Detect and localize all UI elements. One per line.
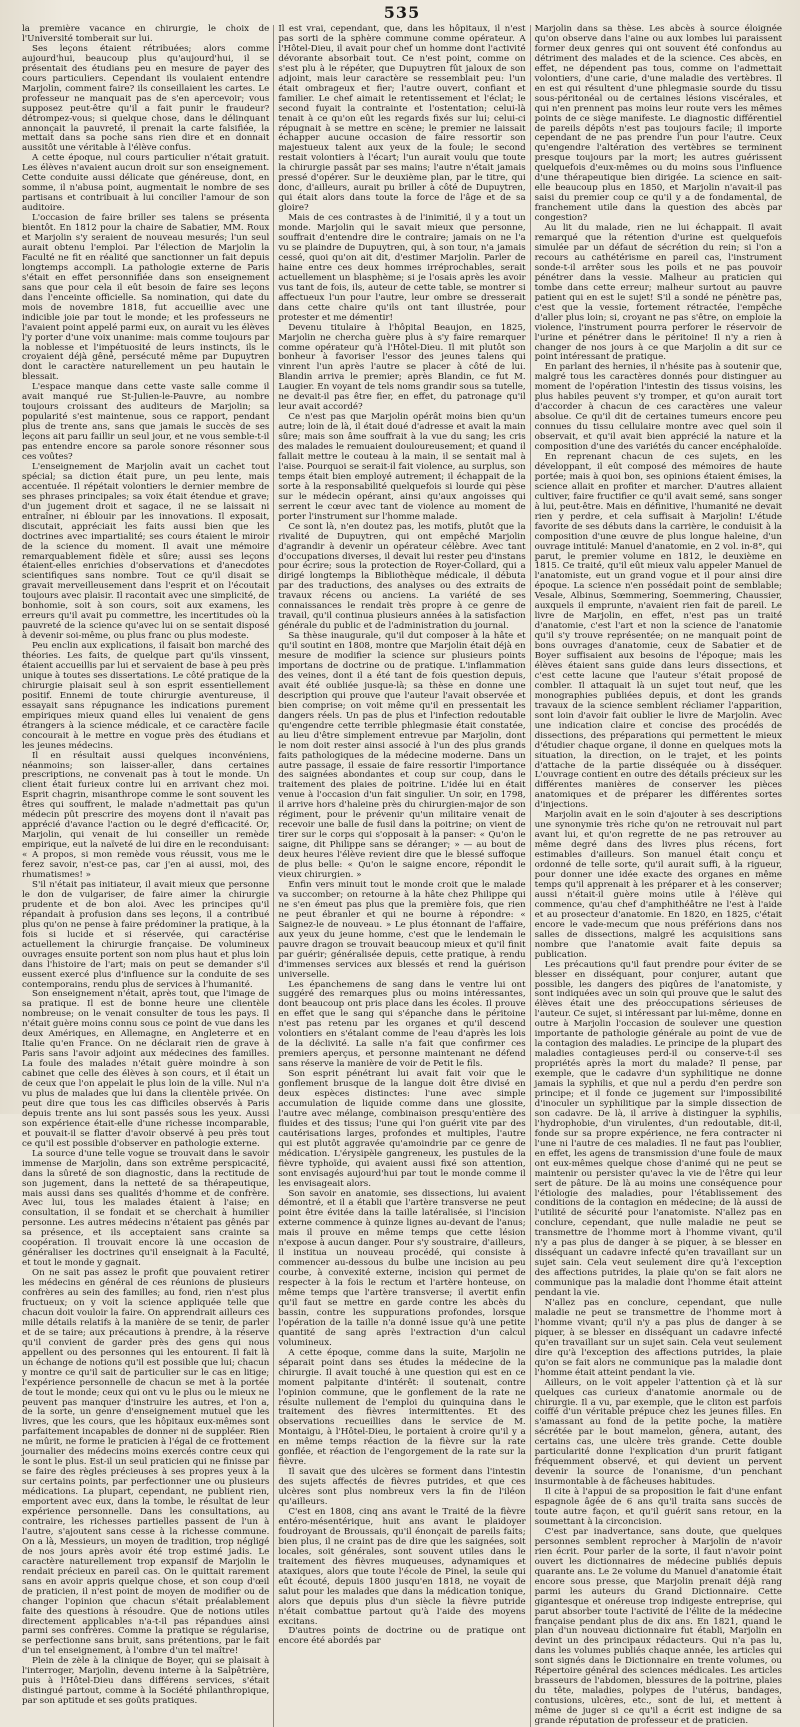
paragraph: Au lit du malade, rien ne lui échappait. Il avait remarqué que la rétention d'urine est quelquefois simulée par un défaut de sécrétion du rein; si l'on a recours au cathétérisme en pareil cas, l'instrument sonde-t-il arrêter sous les poils et ne pas pouvoir pénétrer dans la vessie. Malheur au praticien qui tombe dans cette erreur; malheur surtout au pauvre patient qui en est le sujet! S'il a sondé ne pénètre pas, c'est que la vessie, fortement rétractée, l'empêche d'aller plus loin; si, croyant ne pas s'être, on emploie la violence, l'instrument pourra perforer le réservoir de l'urine et pénétrer dans le péritoine! Il n'y a rien à changer de nos jours à ce que Marjolin a dit sur ce point intéressant de pratique.	[534, 223, 782, 363]
paragraph: Plein de zèle à la clinique de Boyer, qui se plaisait à l'interroger, Marjolin, devenu interne à la Salpêtrière, puis à l'Hôtel-Dieu dans différens services, s'était distingué partout, comme à la Société philanthropique, par son aptitude et ses goûts pratiques.	[22, 1656, 270, 1707]
paragraph: Mais de ces contrastes à de l'inimitié, il y a tout un monde. Marjolin qui le savait mieux que personne, souffrait d'entendre dire le contraire; jamais on ne l'a vu se plaindre de Dupuytren, qui, à son tour, n'a jamais cessé, quoi qu'on ait dit, d'estimer Marjolin. Parler de haine entre ces deux hommes irréprochables, serait actuellement un blasphème; si je l'osais après les avoir vus tant de fois, ils, auteur de cette table, se montrer si affectueux l'un pour l'autre, leur ombre se dresserait dans cette chaire qu'ils ont tant illustrée, pour protester et me démentir!	[278, 213, 526, 323]
paragraph: L'espace manque dans cette vaste salle comme il avait manqué rue St-Julien-le-Pauvre, au nombre toujours croissant des auditeurs de Marjolin; sa popularité s'est maintenue, sous ce rapport, pendant plus de trente ans, sans que jamais le succès de ses leçons ait paru faillir un seul jour, et ne vous semble-t-il pas entendre encore sa parole sonore résonner sous ces voûtes?	[22, 382, 270, 462]
paragraph: La source d'une telle vogue se trouvait dans le savoir immense de Marjolin, dans son extrême perspicacité, dans la sûreté de son diagnostic, dans la rectitude de son jugement, dans la netteté de sa thérapeutique, mais aussi dans ses qualités d'homme et de confrère. Avec lui, tous les malades étaient à l'aise; en consultation, il se fondait et se cherchait à humilier personne. Les autres médecins n'étaient pas gênés par sa présence, et ils acceptaient sans crainte sa coopération. Il trouvait encore là une occasion de généraliser les doctrines qu'il enseignait à la Faculté, et tout le monde y gagnait.	[22, 1148, 270, 1269]
paragraph: Marjolin dans sa thèse. Les abcès à source éloignée qu'on observe dans l'aine ou aux lombes lui paraissent former deux genres qui ont souvent été confondus au détriment des malades et de la science. Ces abcès, en effet, ne dépendent pas tous, comme on l'admettait volontiers, d'une carie, d'une maladie des vertèbres. Il en est qui résultent d'une phlegmasie sourde du tissu sous-péritonéal ou de certaines lésions viscérales, et qui n'en prennent pas moins leur route vers les mêmes points de ce siège manifeste. Le diagnostic différentiel de pareils dépôts n'est pas toujours facile; il importe cependant de ne pas prendre l'un pour l'autre. Ceux qu'engendre l'altération des vertèbres se terminent presque toujours par la mort; les autres guérissent quelquefois d'eux-mêmes ou du moins sous l'influence d'une thérapeutique bien dirigée. La science en sait-elle beaucoup plus en 1850, et Marjolin n'avait-il pas saisi du premier coup ce qu'il y a de fondamental, de franchement utile dans la question des abcès par congestion?	[534, 24, 782, 224]
paragraph: Il est vrai, cependant, que, dans les hôpitaux, il n'est pas sorti de la sphère commune comme opérateur. A l'Hôtel-Dieu, il avait pour chef un homme dont l'activité dévorante absorbait tout. Ce n'est point, comme on s'est plu à le répéter, que Dupuytren fût jaloux de son adjoint, mais leur caractère se ressemblait peu: l'un était ombrageux et fier; l'autre ouvert, confiant et familier. Le chef aimait le retentissement et l'éclat; le second fuyait la contrainte et l'ostentation; celui-là tenait à ce qu'on eût les regards fixés sur lui; celui-ci répugnait à se mettre en scène; le premier ne laissait échapper aucune occasion de faire ressortir son majestueux talent aux yeux de la foule; le second restait volontiers à l'écart; l'un aurait voulu que toute la chirurgie passât par ses mains; l'autre n'était jamais pressé d'opérer. Sur le deuxième plan, par le titre, qui donc, d'ailleurs, aurait pu briller à côté de Dupuytren, qui était alors dans toute la force de l'âge et de sa gloire?	[278, 24, 526, 214]
paragraph: Son savoir en anatomie, ses dissections, lui avaient démontré, et il a établi que l'artère transverse ne peut point être évitée dans la taille latéralisée, si l'incision externe commence à quinze lignes au-devant de l'anus; mais il prouve en même temps que cette lésion n'expose à aucun danger. Pour s'y soustraire, d'ailleurs, il institua un nouveau procédé, qui consiste à commencer au-dessous du bulbe une incision au peu courbe, à convexité externe, incision qui permet de respecter à la fois le rectum et l'artère honteuse, on même temps que l'artère transverse; il avertit enfin qu'il faut se mettre en garde contre les abcès du bassin, contre les suppurations profondes, lorsque l'opération de la taille n'a donné issue qu'à une petite quantité de sang après l'extraction d'un calcul volumineux.	[278, 1188, 526, 1348]
paragraph: A cette époque, nul cours particulier n'était gratuit. Les élèves n'avaient aucun droit sur son enseignement. Cette conduite aussi délicate que généreuse, dont, en somme, il n'abusa point, augmentait le nombre de ses partisans et contribuait à lui concilier l'amour de son auditoire.	[22, 153, 270, 214]
paragraph: N'allez pas en conclure, cependant, que nulle maladie ne peut se transmettre de l'homme mort à l'homme vivant; qu'il n'y a pas plus de danger à se piquer, à se blesser en disséquant un cadavre infecté qu'en travaillant sur un sujet sain. Cela veut seulement dire qu'à l'exception des affections putrides, la plaie qu'on se fait alors ne communique pas la maladie dont l'homme était atteint pendant la vie.	[534, 1298, 782, 1378]
paragraph: Il savait que des ulcères se forment dans l'intestin des sujets affectés de fièvres putrides, et que ces ulcères sont plus nombreux vers la fin de l'iléon qu'ailleurs.	[278, 1467, 526, 1508]
paragraph: Peu enclin aux explications, il faisait bon marché des théories. Les faits, de quelque part qu'ils vinssent, étaient accueillis par lui et servaient de base à peu près unique à toutes ses dissertations. Le côté pratique de la chirurgie plaisait seul à son esprit essentiellement positif. Ennemi de toute chirurgie aventureuse, il essayait sans répugnance les indications purement empiriques mieux quand elles lui venaient de gens étrangers à la science médicale, et ce caractère facile concourait à le mettre en vogue près des étudians et les jeunes médecins.	[22, 641, 270, 751]
column-middle	[278, 25, 525, 1727]
paragraph: L'enseignement de Marjolin avait un cachet tout spécial; sa diction était pure, un peu lente, mais accentuée. Il répétait volontiers le dernier membre de ses phrases principales; sa voix était étendue et grave; d'un jugement droit et sagace, il ne se laissait ni entraîner, ni éblouir par les innovations. Il exposait, discutait, appréciait les faits aussi bien que les doctrines avec impartialité; ses cours étaient le miroir de la science du moment. Il avait une mémoire remarquablement fidèle et sûre; aussi ses leçons étaient-elles enrichies d'observations et d'anecdotes scientifiques sans nombre. Tout ce qu'il disait se gravait merveilleusement dans l'esprit et on l'écoutait toujours avec plaisir. Il racontait avec une simplicité, de bonhomie, soit à son cours, soit aux examens, les erreurs qu'il avait pu commettre, les incertitudes où la pauvreté de la science qu'avec lui on se sentait disposé à devenir soi-même, ou plus franc ou plus modeste.	[22, 461, 270, 642]
paragraph: Enfin vers minuit tout le monde croit que le malade va succomber; on retourne à la hâte chez Philippe qui ne s'en émeut pas plus que la première fois, que rien ne peut ébranler et qui ne bourne à répondre: « Saignez-le de nouveau. » Le plus étonnant de l'affaire, aux yeux du jeune homme, c'est que le lendemain le pauvre dragon se trouvait beaucoup mieux et qu'il finit par guérir; généralisée depuis, cette pratique, à rendu d'immenses services aux blessés et rend la guérison universelle.	[278, 879, 526, 980]
paragraph: Ce sont là, n'en doutez pas, les motifs, plutôt que la rivalité de Dupuytren, qui ont empêché Marjolin d'agrandir à devenir un opérateur célèbre. Avec tant d'occupations diverses, il devait lui rester peu d'instans pour écrire; sous la protection de Royer-Collard, qui a dirigé longtemps la Bibliothèque médicale, il débuta par des traductions, des analyses ou des extraits de travaux récens ou anciens. La variété de ses connaissances le rendait très propre à ce genre de travail, qu'il continua plusieurs années à la satisfaction générale du public et de l'administration du journal.	[278, 521, 526, 632]
paragraph: C'est par inadvertance, sans doute, que quelques personnes semblent reprocher à Marjolin de n'avoir rien écrit. Pour parler de la sorte, il faut n'avoir point ouvert les dictionnaires de médecine publiés depuis quarante ans. Le 2e volume du Manuel d'anatomie était encore sous presse, que Marjolin prenait déjà rang parmi les auteurs du Grand Dictionnaire. Cette gigantesque et onéreuse trop indigeste entreprise, qui parut absorber toute l'activité de l'élite de la médecine française pendant plus de dix ans. En 1821, quand le plan d'un nouveau dictionnaire fut établi, Marjolin en devint un des principaux rédacteurs. Qui n'a pas lu, dans les volumes publiés chaque année, les articles qui sont signés dans le Dictionnaire en trente volumes, ou Répertoire général des sciences médicales. Les articles brasseurs de l'abdomen, blessures de la poitrine, plaies du tête, maladies, polypes de l'utérus, bandages, contusions, ulcères, etc., sont de lui, et mettent à même de juger si ce qu'il a écrit est indigne de sa grande réputation de professeur et de praticien.	[534, 1526, 782, 1727]
paragraph: Ailleurs, on le voit appeler l'attention çà et là sur quelques cas curieux d'anatomie anormale ou de chirurgie. Il a vu, par exemple, que le cliton est parfois coiffé d'un véritable prépuce chez les jeunes filles. En s'amassant au fond de la petite poche, la matière sécrétée par le bout mamelon, gênera, autant, des certains cas, une ulcère très grande. Cette double particularité donne l'explication d'un prurit fatigant fréquemment observé, et qui devient un pervent devenir la source de l'onanisme, d'un penchant insurmontable à de fâcheuses habitudes.	[534, 1377, 782, 1488]
paragraph: En parlant des hernies, il n'hésite pas à soutenir que, malgré tous les caractères donnés pour distinguer au moment de l'opération l'intestin des tissus voisins, les plus habiles peuvent s'y tromper, et qu'on aurait tort d'accorder à chacun de ces caractères une valeur absolue. Ce qu'il dit de certaines tumeurs encore peu connues du tissu cellulaire montre avec quel soin il observait, et qu'il avait bien apprécié la nature et la composition d'une des variétés du cancer encéphaloïde.	[534, 362, 782, 453]
paragraph: Son esprit pénétrant lui avait fait voir que le gonflement brusque de la langue doit être divisé en deux espèces distinctes: l'une avec simple accumulation de liquide comme dans une glossite, l'autre avec mélange, combinaison presqu'entière des fluides et des tissus; l'une qui l'on guérit vite par des cautérisations larges, profondes et multiples, l'autre qui est plutôt aggravée qu'amoindrie par ce genre de médication. L'érysipèle gangreneux, les pustules de la fièvre typhoïde, qui avaient aussi fixé son attention, sont envisagés aujourd'hui par tout le monde comme il les envisageait alors.	[278, 1069, 526, 1189]
paragraph: A cette époque, comme dans la suite, Marjolin ne séparait point dans ses études la médecine de la chirurgie. Il avait touché à une question qui est en ce moment palpitante d'intérêt: il soutenait, contre l'opinion commune, que le gonflement de la rate ne résulte nullement de l'emploi du quinquina dans le traitement des fièvres intermittentes. Et des observations recueillies dans le service de M. Montaigu, à l'Hôtel-Dieu, le portaient à croire qu'il y a en même temps réaction de la fièvre sur la rate gonflée, et réaction de l'engorgement de la rate sur la fièvre.	[278, 1347, 526, 1468]
paragraph: Sa thèse inaugurale, qu'il dut composer à la hâte et qu'il soutint en 1808, montre que Marjolin était déjà en mesure de modifier la science sur plusieurs points importans de doctrine ou de pratique. L'inflammation des veines, dont il a été tant de fois question depuis, avait été oubliée jusque-là; sa thèse en donne une description qui prouve que l'auteur l'avait observée et bien comprise; on voit même qu'il en pressentait les dangers réels. Un pas de plus et l'infection redoutable qu'engendre cette terrible phlegmasie était constatée, au lieu d'être simplement entrevue par Marjolin, dont le nom doit rester ainsi associé à l'un des plus grands faits pathologiques de la médecine moderne. Dans un autre passage, il essaie de faire ressortir l'importance des saignées abondantes et coup sur coup, dans le traitement des plaies de poitrine. L'idée lui en était venue à l'occasion d'un fait singulier. Un soir, en 1798, il arrive hors d'haleine près du chirurgien-major de son régiment, pour le prévenir qu'un militaire venait de recevoir une balle de fusil dans la poitrine; on vient de tirer sur le corps qui s'opposait à la panser: « Qu'on le saigne, dit Philippe sans se déranger; » — au bout de deux heures l'élève revient dire que le blessé suffoque de plus belle: « Qu'on le saigne encore, répondit le vieux chirurgien. »	[278, 631, 526, 881]
column-left	[22, 25, 269, 1727]
paragraph: Son enseignement n'était, après tout, que l'image de sa pratique. Il est de bonne heure une clientèle nombreuse; on le venait consulter de tous les pays. Il n'était guère moins connu sous ce point de vue dans les deux Amériques, en Allemagne, en Angleterre et en Italie qu'en France. On ne déclarait rien de grave à Paris sans l'avoir adjoint aux médecines des familles. La foule des malades n'était guère moindre à son cabinet que celle des élèves à son cours, et il était un de ceux que l'on appelait le plus loin de la ville. Nul n'a vu plus de malades que lui dans la clientèle privée. On peut dire que tous les cas difficiles observés à Paris depuis trente ans lui sont passés sous les yeux. Aussi son expérience était-elle d'une richesse incomparable, et pouvait-il se flatter d'avoir observé à peu près tout ce qu'il est possible d'observer en pathologie externe.	[22, 989, 270, 1149]
paragraph: Il cite à l'appui de sa proposition le fait d'une enfant espagnole âgée de 6 ans qu'il traita sans succès de toute autre façon, et qu'il guérit sans retour, en la soumettant à la circoncision.	[534, 1487, 782, 1527]
paragraph: En reprenant chacun de ces sujets, en les développant, il eût composé des mémoires de haute portée; mais à quoi bon, ses opinions étaient émises, la science allait en profiter et marcher. D'autres allaient cultiver, faire fructifier ce qu'il avait semé, sans songer à lui, peut-être. Mais en définitive, l'humanité ne devait rien y perdre, et cela suffisait à Marjolin! L'étude favorite de ses débuts dans la carrière, le conduisit à la composition d'une œuvre de plus longue haleine, d'un ouvrage intitulé: Manuel d'anatomie, en 2 vol. in-8°, qui parut, le premier volume en 1812, le deuxième en 1815. Ce traité, qu'il eût mieux valu appeler Manuel de l'anatomiste, eut un grand vogue et il pour ainsi dire époque. La science n'en possédait point de semblable; Vesale, Albinus, Sœmmering, Soemmering, Chaussier, auxquels il emprunte, n'avaient rien fait de pareil. Le livre de Marjolin, en effet, n'est pas un traité d'anatomie, c'est l'art et non la science de l'anatomie qu'il s'y trouve représentée; on ne manquait point de bons ouvrages d'anatomie, ceux de Sabatier et de Boyer suffisaient aux besoins de l'époque; mais les élèves étaient sans guide dans leurs dissections, et c'est cette lacune que l'auteur s'était proposé de combler. Il attaquait là un sujet tout neuf, que les monographies publiées depuis, et dont les grands travaux de la science semblent récliamer l'apparition, sont loin d'avoir fait oublier le livre de Marjolin. Avec une indication claire et concise des procédés de dissections, des préparations qui permettent le mieux d'étudier chaque organe, il donne en quelques mots la situation, la direction, on le trajet, et les points d'attache de la partie disséquée ou à disséquer. L'ouvrage contient en outre des détails précieux sur les différentes manières de conserver les pièces anatomiques et de préparer les différentes sortes d'injections.	[534, 451, 782, 811]
paragraph: Devenu titulaire à l'hôpital Beaujon, en 1825, Marjolin ne chercha guère plus à s'y faire remarquer comme opérateur qu'à l'Hôtel-Dieu. Il mit plutôt son bonheur à favoriser l'essor des jeunes talens qui vinrent l'un après l'autre se placer à côté de lui. Blandin arriva le premier; après Blandin, ce fut M. Laugier. En voyant de tels noms grandir sous sa tutelle, ne devait-il pas être fier, en effet, du patronage qu'il leur avait accordé?	[278, 322, 526, 413]
paragraph: Ses leçons étaient rétribuées; alors comme aujourd'hui, beaucoup plus qu'aujourd'hui, il se présentait des étudians peu en mesure de payer des cours particuliers. Cependant ils voulaient entendre Marjolin, comment faire? ils conseillaient les cartes. Le professeur ne manquait pas de s'en apercevoir; vous supposez peut-être qu'il a fait punir le fraudeur? détrompez-vous; si quelque chose, dans le délinquant annonçait la pauvreté, il prenait la carte falsifiée, la mettait dans sa poche sans rien dire et en donnait aussitôt une véritable à l'élève confus.	[22, 43, 270, 154]
paragraph: la première vacance en chirurgie, le choix de l'Université tomberait sur lui.	[22, 24, 270, 44]
paragraph: Il en résultait aussi quelques inconvéniens, néanmoins; son laisser-aller, dans certaines prescriptions, ne convenait pas à tout le monde. Un client était furieux contre lui en arrivant chez moi. Esprit chagrin, misanthrope comme le sont souvent les êtres qui souffrent, le malade n'admettait pas qu'un médecin pût prescrire des moyens dont il n'avait pas apprécié d'avance l'action ou le degré d'efficacité. Or, Marjolin, qui venait de lui conseiller un remède empirique, eut la naïveté de lui dire en le reconduisant: « A propos, si mon remède vous réussit, vous me le ferez savoir, n'est-ce pas, car j'en ai aussi, moi, des rhumatismes! »	[22, 750, 270, 881]
paragraph: L'occasion de faire briller ses talens se présenta bientôt. En 1812 pour la chaire de Sabatier, MM. Roux et Marjolin s'y seraient de nouveau mesurés; l'un seul aurait obtenu l'emploi. Par l'élection de Marjolin la Faculté ne fit en réalité que sanctionner un fait depuis longtemps accompli. La pathologie externe de Paris s'était en effet personnifiée dans son enseignement sans que pour cela il eût besoin de faire ses leçons dans l'enceinte officielle. Sa nomination, qui date du mois de novembre 1818, fut accueillie avec une indicible joie par tout le monde; et les professeurs ne l'avaient point appelé parmi eux, on aurait vu les élèves l'y porter d'une voix unanime: mais comme toujours par la noblesse et l'impétuosité de leurs instincts, ils le croyaient déjà gêné, persécuté même par Dupuytren dont le caractère naturellement un peu hautain le blessait.	[22, 213, 270, 383]
text-columns	[22, 24, 782, 1727]
paragraph: D'autres points de doctrine ou de pratique ont encore été abordés par	[278, 1626, 526, 1647]
page-number: 535	[383, 3, 421, 22]
column-right	[535, 25, 782, 1727]
paragraph: Ce n'est pas que Marjolin opérât moins bien qu'un autre; loin de là, il était doué d'adresse et avait la main sûre; mais son âme souffrait à la vue du sang; les cris des malades le remuaient douloureusement; et quand il fallait mettre le couteau à la main, il se sentait mal à l'aise. Pourquoi se serait-il fait violence, au surplus, son temps était bien employé autrement; il échappait de la sorte à la responsabilité quelquefois si lourde qui pèse sur le médecin opérant, ainsi qu'aux angoisses qui serrent le cœur avec tant de violence au moment de porter l'instrument sur l'homme malade.	[278, 412, 526, 522]
paragraph: Marjolin avait en le soin d'ajouter à ses descriptions une synonymie très riche qu'on ne retrouvait nul part avant lui, et qu'on regrette de ne pas retrouver au même degré dans des livres plus récens, fort estimables d'ailleurs. Son manuel était conçu et ordonné de telle sorte, qu'il aurait suffi, à la rigueur, pour donner une idée exacte des organes en même temps qu'il apprenait à les préparer et à les conserver; aussi n'était-il guère moins utile à l'élève qui commence, qu'au chef d'amphithéâtre ne l'est à l'aide et au prosecteur d'anatomie. En 1820, en 1825, c'était encore le vade-mecum que nous préférions dans nos salles de dissections, malgré les acquisitions sans nombre que l'anatomie avait faite depuis sa publication.	[534, 810, 782, 960]
paragraph: Les précautions qu'il faut prendre pour éviter de se blesser en disséquant, pour conjurer, autant que possible, les dangers des piqûres de l'anatomiste, y sont indiquées avec un soin qui prouve que le salut des élèves était une des préoccupations sérieuses de l'auteur. Ce sujet, si intéressant par lui-même, donne en outre à Marjolin l'occasion de soulever une question importante de pathologie générale au point de vue de la contagion des maladies. Le principe de la plupart des maladies contagieuses perd-il ou conserve-t-il ses propriétés après la mort du malade? Il pense, par exemple, que le cadavre d'un syphilitique ne donne jamais la syphilis, et que nul a perdu d'en perdre son principe; et il fonde ce jugement sur l'impossibilité d'inoculer un syphilitique par la simple dissection de son cadavre. De là, il arrive à distinguer la syphilis, l'hydrophobie, d'un virulentes, d'un redoutable, dit-il, fonde sur sa propre expérience, ne fera contracter ni l'une ni l'autre de ces maladies. Il ne faut pas l'oublier, en effet, les agens de transmission d'une foule de maux ont eux-mêmes quelque chose d'animé qui ne peut se maintenir ou persister qu'avec la vie de l'être qui leur sert de pâture. De là au moins une conséquence pour l'étiologie des maladies, pour l'établissement des conditions de la contagion en médecine; de là aussi de l'utilité de sécurité pour l'anatomiste. N'allez pas en conclure, cependant, que nulle maladie ne peut se transmettre de l'homme mort à l'homme vivant, qu'il n'y a pas plus de danger à se piquer, à se blesser en disséquant un cadavre infecté qu'en travaillant sur un sujet sain. Cela veut seulement dire qu'à l'exception des affections putrides, la plaie qu'on se fait alors ne communique pas la maladie dont l'homme était atteint pendant la vie.	[534, 959, 782, 1299]
paragraph: Les épanchemens de sang dans le ventre lui ont suggéré des remarques plus ou moins intéressantes, dont beaucoup ont pris place dans les écoles. Il prouve en effet que le sang qui s'épanche dans le péritoine n'est pas retenu par les organes et qu'il descend volontiers en s'étalant comme de l'eau d'après les lois de la déclivité. La salle n'a fait que confirmer ces premiers aperçus, et personne maintenant ne défend sans réserve la manière de voir de Petit le fils.	[278, 979, 526, 1070]
paragraph: On ne sait pas assez le profit que pouvaient retirer les médecins en général de ces réunions de plusieurs confrères au sein des familles; au fond, rien n'est plus fructueux; on y voit la science appliquée telle que chacun doit vouloir la faire. On apprendrait ailleurs ces mille détails relatifs à la manière de se tenir, de parler et de se taire; aux précautions à prendre, à la réserve qu'il convient de garder près des gens qui nous appellent ou des personnes qui les entourent. Il fait là un échange de notions qu'il est possible que lui; chacun y montre ce qu'il sait de particulier sur le cas en litige; l'expérience personnelle de chacun se met à la portée de tout le monde; ceux qui ont vu le plus ou le mieux ne peuvent pas manquer d'instruire les autres, et l'on a, de la sorte, un genre d'enseignement mutuel que les livres, que les cours, que les hôpitaux eux-mêmes sont parfaitement incapables de donner ni de suppléer. Rien ne mûrit, ne forme le praticien à l'égal de ce frottement journalier des médecins moins exercés contre ceux qui le sont le plus. Est-il un seul praticien qui ne finisse par se faire des règles précieuses à ses propres yeux à la sur certains points, par perfectionner une ou plusieurs médications. La plupart, cependant, ne publient rien, emportent avec eux, dans la tombe, le résultat de leur expérience personnelle. Dans les consultations, au contraire, les richesses partielles passent de l'un à l'autre, s'ajoutent sans cesse à la richesse commune. On a là, Messieurs, un moyen de tradition, trop négligé de nos jours après avoir été trop estimé jadis. Le caractère naturellement trop expansif de Marjolin le rendait précieux en pareil cas. On le quittait rarement sans en avoir appris quelque chose, et son coup d'œil de praticien, il n'est point de moyen de modifier ou de changer l'opinion que chacun s'était préalablement faite des questions à résoudre. Que de notions utiles directement applicables n'a-t-il pas répandues ainsi parmi ses confrères. Comme la pratique se régularise, se perfectionne sans bruit, sans prétentions, par le fait d'un tel enseignement, à l'ombre d'un tel maître!	[22, 1268, 270, 1657]
paragraph: C'est en 1808, cinq ans avant le Traité de la fièvre entéro-mésentérique, huit ans avant le plaidoyer foudroyant de Broussais, qu'il énonçait de pareils faits; bien plus, il ne craint pas de dire que les saignées, soit locales, soit générales, sont souvent utiles dans le traitement des fièvres muqueuses, adynamiques et ataxiques, alors que toute l'école de Pinel, la seule qui eût écouté, depuis 1800 jusqu'en 1818, ne voyait de salut pour les malades que dans la médication tonique, alors que depuis plus d'un siècle la fièvre putride n'était combattue partout qu'à l'aide des moyens excitans.	[278, 1507, 526, 1627]
paragraph: S'il n'était pas initiateur, il avait mieux que personne le don de vulgariser, de faire aimer la chirurgie prudente et de bon aloi. Avec les principes qu'il répandait à profusion dans ses leçons, il a contribué plus qu'on ne pense à faire prédominer la pratique, à la fois si lucide et si réservée, qui caractérise actuellement la chirurgie française. De volumineux ouvrages ensuite portent son nom plus haut et plus loin dans l'histoire de l'art; mais on peut se demander s'il eussent exercé plus d'influence sur la conduite de ses contemporains, rendu plus de services à l'humanité.	[22, 879, 270, 990]
